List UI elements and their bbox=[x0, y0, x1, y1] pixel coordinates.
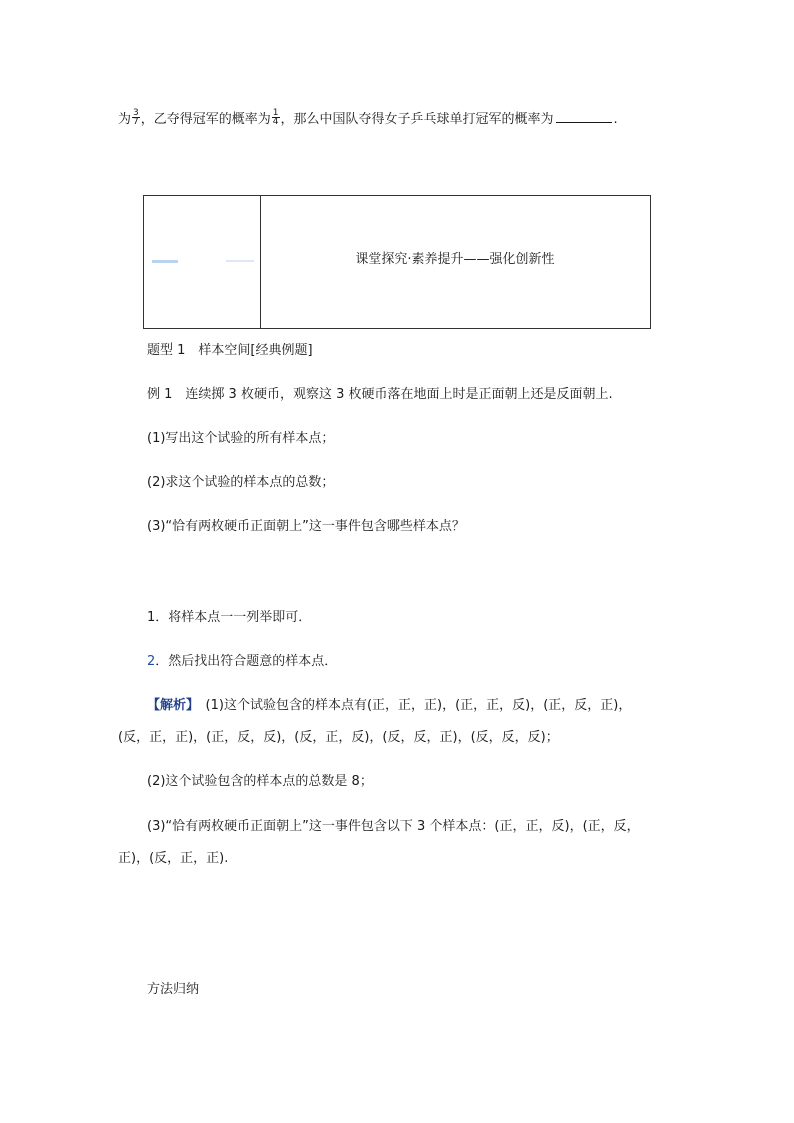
banner-left-panel bbox=[144, 196, 261, 328]
intro-line bbox=[118, 108, 618, 128]
question-3: (3)“恰有两枚硬币正面朝上”这一事件包含哪些样本点？ bbox=[147, 519, 465, 534]
hint-2-number: 2 bbox=[147, 654, 156, 669]
question-2: (2)求这个试验的样本点的总数； bbox=[147, 475, 335, 490]
fraction-three-sevenths bbox=[132, 109, 140, 126]
question-1: (1)写出这个试验的所有样本点； bbox=[147, 431, 335, 446]
solution-line-4: (3)“恰有两枚硬币正面朝上”这一事件包含以下 3 个样本点：(正，正，反)，(正，反， bbox=[147, 819, 640, 834]
frac1-denominator: 7 bbox=[133, 117, 139, 127]
solution-text-1: (1)这个试验包含的样本点有(正，正，正)，(正，正，反)，(正，反，正)， bbox=[205, 698, 632, 713]
solution-line-2: (反，正，正)，(正，反，反)，(反，正，反)，(反，反，正)，(反，反，反)； bbox=[118, 730, 559, 745]
banner-title: 课堂探究·素养提升——强化创新性 bbox=[355, 252, 555, 267]
example-line: 例 1 连续掷 3 枚硬币，观察这 3 枚硬币落在地面上时是正面朝上还是反面朝上. bbox=[147, 387, 613, 402]
solution-line-5: 正)，(反，正，正). bbox=[118, 851, 229, 866]
banner-decoration-bar bbox=[152, 260, 178, 263]
solution-line-1 bbox=[147, 694, 631, 713]
answer-blank[interactable] bbox=[556, 110, 612, 123]
hint-2 bbox=[147, 650, 337, 669]
hint-2-text: ．然后找出符合题意的样本点． bbox=[155, 654, 338, 669]
intro-end: . bbox=[613, 112, 618, 127]
fraction-one-quarter bbox=[272, 109, 280, 126]
banner-decoration-line bbox=[226, 260, 254, 262]
type-heading: 题型 1 样本空间[经典例题] bbox=[147, 343, 313, 358]
intro-prefix: 为 bbox=[118, 112, 132, 127]
solution-tag: 【解析】 bbox=[147, 698, 193, 713]
hint-1: 1．将样本点一一列举即可． bbox=[147, 610, 312, 625]
intro-suffix: ，那么中国队夺得女子乒乓球单打冠军的概率为 bbox=[280, 112, 554, 127]
frac1-numerator: 3 bbox=[133, 108, 139, 118]
method-heading: 方法归纳 bbox=[147, 982, 200, 997]
solution-line-3: (2)这个试验包含的样本点的总数是 8； bbox=[147, 774, 373, 789]
intro-middle: ，乙夺得冠军的概率为 bbox=[140, 112, 271, 127]
frac2-numerator: 1 bbox=[272, 108, 279, 118]
section-banner bbox=[143, 195, 651, 329]
frac2-denominator: 4 bbox=[272, 117, 279, 127]
